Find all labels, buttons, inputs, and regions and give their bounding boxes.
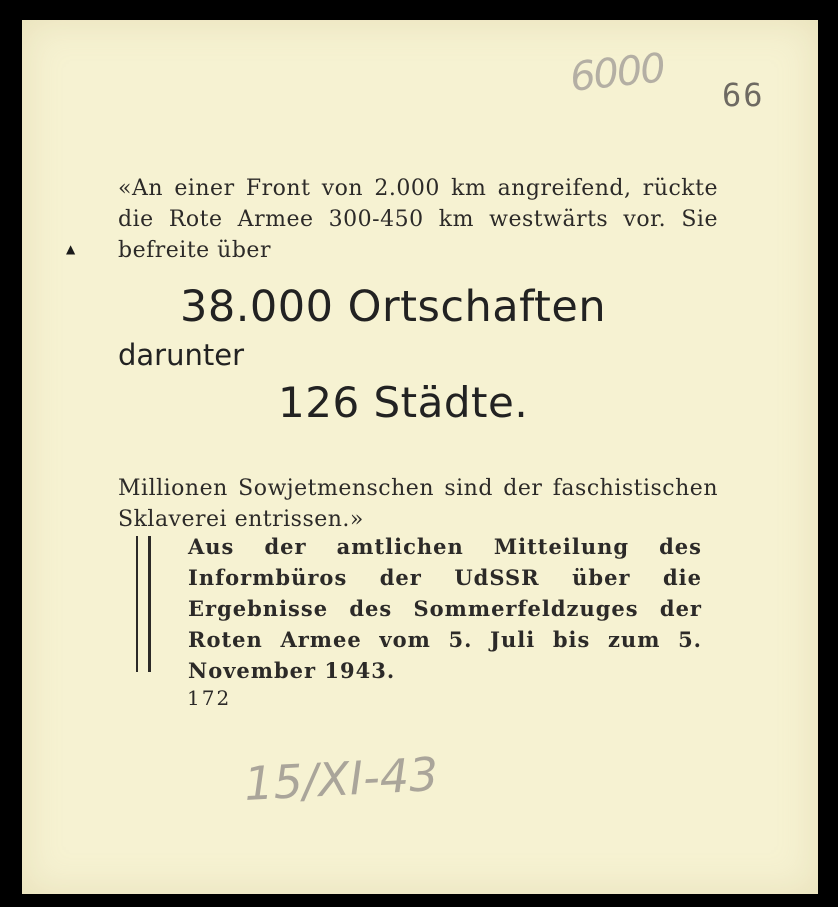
page-number: 172 [187, 686, 232, 710]
darunter-label: darunter [118, 338, 244, 372]
leaflet-page [22, 20, 818, 894]
quote-close: Millionen Sowjetmenschen sind der faschistischen Sklaverei entrissen.» [118, 476, 718, 532]
pencil-date: 15/XI-43 [242, 746, 440, 812]
double-rule [136, 536, 151, 672]
attribution: Aus der amtlichen Mitteilung des Informbüros der UdSSR über die Ergebnisse des Sommerfeldzuges der Roten Armee vom 5. Juli bis zum 5. November 1943. [188, 534, 702, 683]
triangle-mark-icon: ▲ [66, 242, 76, 256]
count-cities: 126 Städte. [278, 378, 529, 427]
count-villages: 38.000 Ortschaften [180, 282, 607, 332]
quote-intro: «An einer Front von 2.000 km angreifend, rückte die Rote Armee 300-450 km westwärts vor. Sie befreite über [118, 176, 718, 263]
pencil-annotation-top: 6000 [567, 45, 666, 101]
serial-number: 66 [722, 76, 765, 114]
